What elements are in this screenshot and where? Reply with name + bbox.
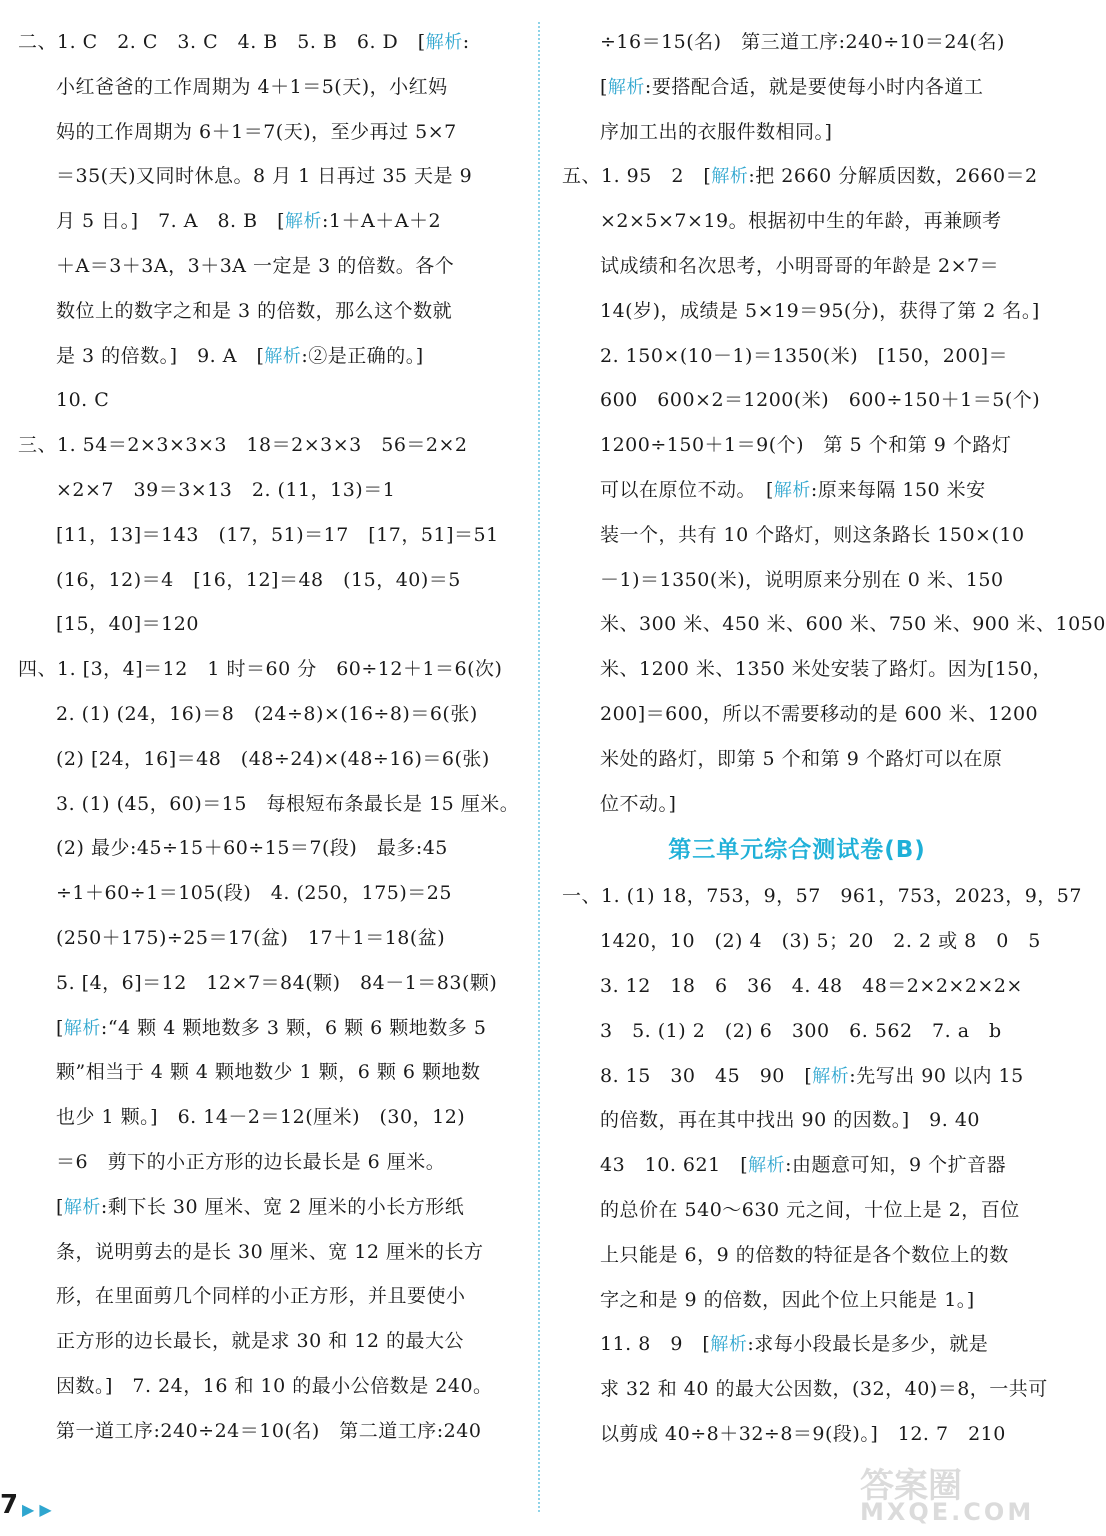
answer-line (562, 65, 1032, 110)
answer-line (562, 334, 1032, 379)
answer-text: 是 3 的倍数。] 9. A [ (56, 344, 265, 367)
answer-line (18, 199, 518, 244)
answer-text: ×2×5×7×19。根据初中生的年龄，再兼顾考 (600, 210, 1002, 233)
answer-text: 一、1. (1) 18，753，9，57 961，753，2023，9，57 (562, 885, 1082, 908)
answer-text: 的倍数，再在其中找出 90 的因数。] 9. 40 (600, 1109, 981, 1132)
watermark-text: 答案圈 (860, 1466, 962, 1506)
right-column-top-block (562, 20, 1106, 826)
answer-text: 14(岁)，成绩是 5×19＝95(分)，获得了第 2 名。] (600, 299, 1040, 322)
answer-line (18, 423, 518, 468)
answer-text: 第一道工序:240÷24＝10(名) 第二道工序:240 (56, 1419, 482, 1442)
answer-line (18, 916, 518, 961)
analysis-tag: 解析 (748, 1155, 786, 1177)
answer-text: 1200÷150＋1＝9(个) 第 5 个和第 9 个路灯 (600, 434, 1012, 457)
column-divider (538, 22, 540, 1512)
answer-text: 位不动。] (600, 792, 677, 815)
answer-text: 妈的工作周期为 6＋1＝7(天)，至少再过 5×7 (56, 120, 457, 143)
answer-line (18, 1095, 518, 1140)
answer-text: 3. 12 18 6 36 4. 48 48＝2×2×2×2× (600, 974, 1023, 997)
answer-line (562, 110, 1032, 155)
answer-text: 三、1. 54＝2×3×3×3 18＝2×3×3 56＝2×2 (18, 434, 468, 457)
answer-text: 数位上的数字之和是 3 的倍数，那么这个数就 (56, 299, 453, 322)
answer-line (562, 199, 1032, 244)
answer-text: 10. C (56, 389, 110, 412)
answer-text: :把 2660 分解质因数，2660＝2 (748, 165, 1038, 188)
answer-line (562, 737, 1032, 782)
answer-line (18, 65, 518, 110)
answer-text: 米、1200 米、1350 米处安装了路灯。因为[150， (600, 658, 1052, 681)
answer-line (562, 423, 1032, 468)
answer-text: (250＋175)÷25＝17(盆) 17＋1＝18(盆) (56, 926, 446, 949)
right-column-bottom-block (562, 874, 1082, 1456)
answer-text: 试成绩和名次思考，小明哥哥的年龄是 2×7＝ (600, 254, 1000, 277)
answer-text: [ (56, 1016, 64, 1039)
answer-text: 43 10. 621 [ (600, 1154, 749, 1177)
right-column (562, 20, 1106, 1457)
answer-line (18, 602, 518, 647)
answer-text: :剩下长 30 厘米、宽 2 厘米的小长方形纸 (100, 1195, 465, 1218)
answer-text: 1420，10 (2) 4 (3) 5；20 2. 2 或 8 0 5 (600, 930, 1041, 953)
answer-line (562, 154, 1038, 199)
answer-line (18, 647, 518, 692)
answer-line (562, 1367, 1048, 1412)
answer-text: :要搭配合适，就是要使每小时内各道工 (644, 75, 984, 98)
answer-line (562, 20, 1032, 65)
answer-text: 11. 8 9 [ (600, 1333, 711, 1356)
answer-line (18, 289, 518, 334)
answer-text: 正方形的边长最长，就是求 30 和 12 的最大公 (56, 1330, 465, 1353)
answer-line (18, 1409, 518, 1454)
answer-line (562, 1322, 1032, 1367)
answer-line (562, 1098, 1032, 1143)
watermark-url: MXQE.COM (860, 1498, 1035, 1526)
answer-text: :1＋A＋A＋2 (322, 210, 442, 233)
answer-line (18, 737, 518, 782)
answer-line (18, 1274, 518, 1319)
answer-line (562, 1233, 1032, 1278)
answer-text: 的总价在 540～630 元之间，十位上是 2，百位 (600, 1198, 1020, 1221)
answer-text: 装一个，共有 10 个路灯，则这条路长 150×(10 (600, 523, 1025, 546)
answer-text: :由题意可知，9 个扩音器 (785, 1154, 1007, 1177)
answer-text: 米、300 米、450 米、600 米、750 米、900 米、1050 (600, 613, 1106, 636)
answer-line (562, 1143, 1032, 1188)
answer-text: 3. (1) (45，60)＝15 每根短布条最长是 15 厘米。 (56, 792, 520, 815)
answer-text: 五、1. 95 2 [ (562, 165, 712, 188)
answer-line (18, 692, 518, 737)
answer-text: 以剪成 40÷8＋32÷8＝9(段)。] 12. 7 210 (600, 1422, 1006, 1445)
answer-text: 因数。] 7. 24，16 和 10 的最小公倍数是 240。 (56, 1374, 493, 1397)
answer-line (562, 692, 1039, 737)
answer-text: 3 5. (1) 2 (2) 6 300 6. 562 7. a b (600, 1019, 1002, 1042)
section-heading: 第三单元综合测试卷(B) (668, 837, 926, 864)
answer-line (562, 1054, 1032, 1099)
answer-line (562, 468, 1032, 513)
answer-text: 米处的路灯，即第 5 个和第 9 个路灯可以在原 (600, 747, 1003, 770)
analysis-tag: 解析 (63, 1196, 101, 1218)
analysis-tag: 解析 (710, 1334, 748, 1356)
answer-text: :先写出 90 以内 15 (849, 1064, 1024, 1087)
answer-line (18, 1006, 518, 1051)
answer-text: 5. [4，6]＝12 12×7＝84(颗) 84－1＝83(颗) (56, 971, 498, 994)
answer-line (562, 919, 1041, 964)
answer-line (562, 1412, 1032, 1457)
page-arrows-icon: ▶ ▶ (22, 1500, 52, 1519)
answer-line (562, 647, 1052, 692)
answer-text: [ (56, 1195, 64, 1218)
analysis-tag: 解析 (425, 32, 463, 53)
answer-text: 求 32 和 40 的最大公因数，(32，40)＝8，一共可 (600, 1378, 1048, 1401)
answer-line (18, 154, 518, 199)
answer-line (18, 1364, 518, 1409)
answer-text: 2. (1) (24，16)＝8 (24÷8)×(16÷8)＝6(张) (56, 702, 478, 725)
answer-text: :“4 颗 4 颗地数多 3 颗，6 颗 6 颗地数多 5 (100, 1016, 487, 1039)
answer-text: :②是正确的。] (301, 344, 424, 367)
answer-line (18, 1050, 518, 1095)
answer-line (18, 961, 518, 1006)
answer-line (18, 826, 518, 871)
answer-text: [ (600, 75, 608, 98)
analysis-tag: 解析 (285, 211, 323, 233)
answer-text: 600 600×2＝1200(米) 600÷150＋1＝5(个) (600, 389, 1041, 412)
analysis-tag: 解析 (264, 345, 302, 367)
answer-line (18, 871, 518, 916)
analysis-tag: 解析 (773, 479, 811, 501)
analysis-tag: 解析 (711, 166, 749, 188)
analysis-tag: 解析 (63, 1017, 101, 1039)
answer-line (18, 1185, 518, 1230)
answer-text: 8. 15 30 45 90 [ (600, 1064, 813, 1087)
answer-line (562, 1188, 1032, 1233)
answer-text: ＝35(天)又同时休息。8 月 1 日再过 35 天是 9 (56, 165, 473, 188)
answer-text: 颗”相当于 4 颗 4 颗地数少 1 颗，6 颗 6 颗地数 (56, 1061, 481, 1084)
answer-text: 也少 1 颗。] 6. 14－2＝12(厘米) (30，12) (56, 1106, 466, 1129)
answer-text: 2. 150×(10－1)＝1350(米) [150，200]＝ (600, 344, 1008, 367)
analysis-tag: 解析 (812, 1065, 850, 1087)
answer-text: (2) [24，16]＝48 (48÷24)×(48÷16)＝6(张) (56, 747, 490, 770)
answer-line (562, 602, 1106, 647)
answer-line (18, 110, 518, 155)
analysis-tag: 解析 (607, 76, 645, 98)
answer-text: [11，13]＝143 (17，51)＝17 [17，51]＝51 (56, 523, 499, 546)
answer-text: 四、1. [3，4]＝12 1 时＝60 分 60÷12＋1＝6(次) (18, 658, 503, 681)
answer-line (562, 782, 1032, 827)
left-column (18, 20, 518, 1454)
answer-text: (16，12)＝4 [16，12]＝48 (15，40)＝5 (56, 568, 461, 591)
answer-line (18, 1140, 518, 1185)
answer-text: 序加工出的衣服件数相同。] (600, 120, 833, 143)
answer-text: ×2×7 39＝3×13 2. (11，13)＝1 (56, 478, 396, 501)
answer-text: : (462, 31, 470, 53)
answer-line (562, 874, 1082, 919)
watermark-logo (840, 1458, 1035, 1528)
answer-line (562, 558, 1032, 603)
page-number: 7 (0, 1490, 19, 1520)
answer-text: 字之和是 9 的倍数，因此个位上只能是 1。] (600, 1288, 975, 1311)
answer-line (18, 513, 518, 558)
answer-text: 月 5 日。] 7. A 8. B [ (56, 210, 286, 233)
answer-line (562, 513, 1032, 558)
answer-text: 条，说明剪去的是长 30 厘米、宽 12 厘米的长方 (56, 1240, 484, 1263)
answer-line (18, 1319, 518, 1364)
answer-line (18, 378, 518, 423)
answer-text: :原来每隔 150 米安 (810, 478, 986, 501)
answer-text: 小红爸爸的工作周期为 4＋1＝5(天)，小红妈 (56, 75, 448, 98)
answer-text: ÷1＋60÷1＝105(段) 4. (250，175)＝25 (56, 882, 452, 905)
answer-text: ÷16＝15(名) 第三道工序:240÷10＝24(名) (600, 31, 1005, 53)
answer-text: ＋A＝3＋3A，3＋3A 一定是 3 的倍数。各个 (56, 254, 455, 277)
answer-line (18, 782, 518, 827)
answer-text: 上只能是 6，9 的倍数的特征是各个数位上的数 (600, 1243, 1009, 1266)
answer-text: (2) 最少:45÷15＋60÷15＝7(段) 最多:45 (56, 837, 448, 860)
answer-line (18, 244, 518, 289)
answer-line (18, 1230, 518, 1275)
answer-text: [15，40]＝120 (56, 613, 199, 636)
answer-text: :求每小段最长是多少，就是 (747, 1333, 989, 1356)
answer-text: 200]＝600，所以不需要移动的是 600 米、1200 (600, 702, 1039, 725)
answer-text: ＝6 剪下的小正方形的边长最长是 6 厘米。 (56, 1150, 446, 1173)
answer-text: －1)＝1350(米)，说明原来分别在 0 米、150 (600, 568, 1004, 591)
answer-line (18, 334, 518, 379)
answer-line (562, 289, 1040, 334)
answer-line (18, 558, 518, 603)
answer-text: 二、1. C 2. C 3. C 4. B 5. B 6. D [ (18, 31, 426, 53)
answer-line (562, 964, 1032, 1009)
answer-line (562, 1278, 1032, 1323)
answer-line (562, 1009, 1032, 1054)
answer-line (18, 468, 518, 513)
answer-line (562, 378, 1041, 423)
answer-text: 形，在里面剪几个同样的小正方形，并且要使小 (56, 1285, 466, 1308)
answer-line (18, 20, 518, 65)
answer-line (562, 244, 1032, 289)
answer-text: 可以在原位不动。 [ (600, 478, 774, 501)
